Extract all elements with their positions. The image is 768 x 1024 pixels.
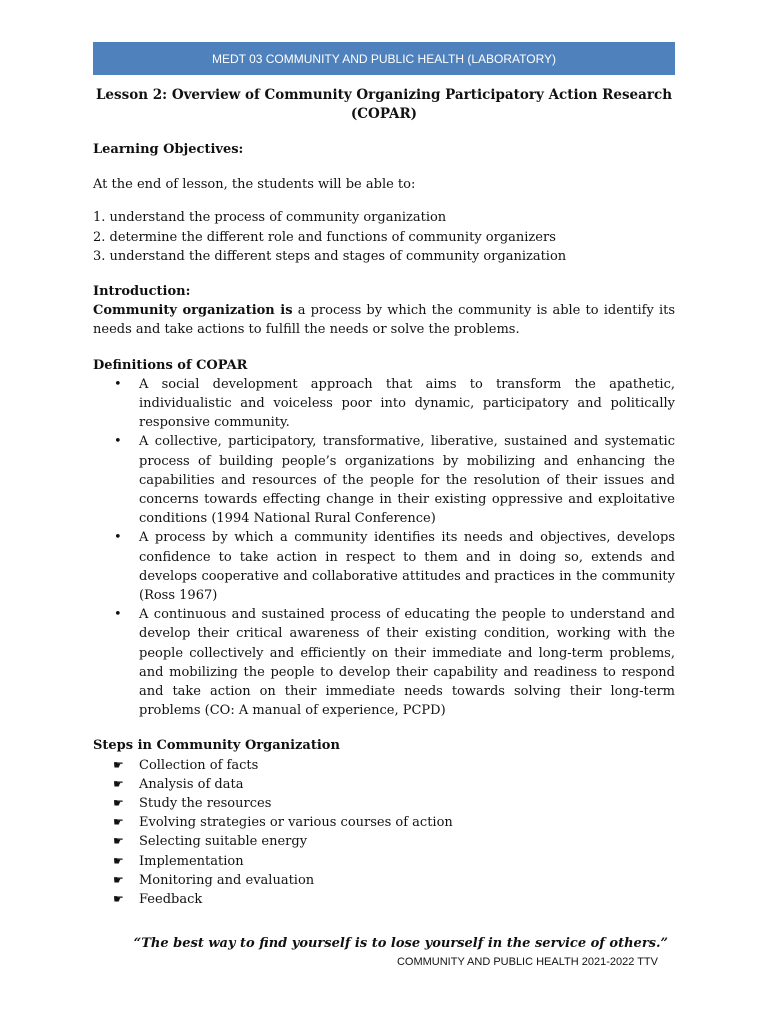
lesson-title	[93, 86, 675, 124]
definition-text: A social development approach that aims to transform the apathetic, individualistic and voiceless poor into dynamic, participatory and politically responsive community.	[139, 376, 675, 431]
objectives-intro: At the end of lesson, the students will be able to:	[93, 177, 416, 193]
step-text: Collection of facts	[139, 757, 259, 773]
step-item	[93, 756, 675, 775]
introduction-paragraph	[93, 301, 675, 339]
step-text: Monitoring and evaluation	[139, 872, 315, 888]
step-text: Implementation	[139, 853, 244, 869]
step-text: Study the resources	[139, 796, 272, 812]
step-text: Feedback	[139, 892, 203, 907]
objective-item: 3. understand the different steps and stages of community organization	[93, 248, 567, 264]
definition-item	[93, 432, 675, 528]
pointing-hand-icon: ☛	[113, 872, 124, 887]
pointing-hand-icon: ☛	[113, 853, 124, 868]
definition-text: A process by which a community identifies its needs and objectives, develops confidence to take action in respect to them and in doing so, extends and develops cooperative and collaborative attitudes and practices in the community (Ross 1967)	[139, 530, 675, 604]
definition-item	[93, 605, 675, 720]
step-item	[93, 852, 675, 871]
course-header-title: MEDT 03 COMMUNITY AND PUBLIC HEALTH (LABORATORY)	[211, 51, 557, 66]
steps-list	[93, 756, 675, 910]
page-footer: COMMUNITY AND PUBLIC HEALTH 2021-2022 TTV	[396, 956, 658, 968]
definition-item	[93, 375, 675, 433]
definition-text: A continuous and sustained process of educating the people to understand and develop their critical awareness of their existing condition, working with the people collectively and efficiently on their immediate and long-term problems, and mobilizing the people to develop their capability and readiness to respond and take action on their immediate needs towards solving their long-term problems (CO: A manual of experience, PCPD)	[139, 607, 675, 719]
pointing-hand-icon: ☛	[113, 815, 124, 830]
bullet-icon: •	[114, 607, 122, 623]
step-item	[93, 794, 675, 813]
introduction-text: a process by which the community is able to identify its needs and take actions to fulfill the needs or solve the problems.	[93, 303, 675, 338]
course-header-bar	[93, 42, 675, 75]
lesson-title-line-2: (COPAR)	[350, 106, 418, 122]
step-item	[93, 890, 675, 909]
steps-heading: Steps in Community Organization	[93, 738, 340, 754]
step-item	[93, 813, 675, 832]
bullet-icon: •	[114, 376, 122, 392]
objective-item: 2. determine the different role and functions of community organizers	[93, 229, 556, 245]
definitions-list	[93, 375, 675, 721]
pointing-hand-icon: ☛	[113, 757, 124, 772]
definition-item	[93, 528, 675, 605]
pointing-hand-icon: ☛	[113, 834, 124, 849]
step-text: Evolving strategies or various courses of action	[139, 815, 453, 831]
pointing-hand-icon: ☛	[113, 796, 124, 811]
closing-quote: “The best way to find yourself is to lose yourself in the service of others.”	[133, 936, 668, 951]
introduction-term: Community organization is	[93, 303, 293, 319]
objectives-list	[93, 208, 675, 266]
objective-item: 1. understand the process of community organization	[93, 210, 447, 226]
definitions-heading: Definitions of COPAR	[93, 357, 248, 373]
learning-objectives-heading: Learning Objectives:	[93, 142, 244, 157]
step-text: Analysis of data	[139, 776, 244, 792]
step-item	[93, 832, 675, 851]
introduction-heading: Introduction:	[93, 284, 191, 300]
bullet-icon: •	[114, 434, 122, 450]
step-item	[93, 775, 675, 794]
lesson-title-line-1: Lesson 2: Overview of Community Organizing Participatory Action Research	[95, 87, 673, 103]
step-text: Selecting suitable energy	[139, 834, 308, 850]
definition-text: A collective, participatory, transformative, liberative, sustained and systematic process of building people’s organizations by mobilizing and enhancing the capabilities and resources of the people for the resolution of their issues and concerns towards effecting change in their existing oppressive and exploitative conditions (1994 National Rural Conference)	[139, 434, 675, 527]
step-item	[93, 871, 675, 890]
pointing-hand-icon: ☛	[113, 892, 124, 906]
bullet-icon: •	[114, 530, 122, 546]
document-body	[93, 86, 675, 909]
pointing-hand-icon: ☛	[113, 776, 124, 791]
